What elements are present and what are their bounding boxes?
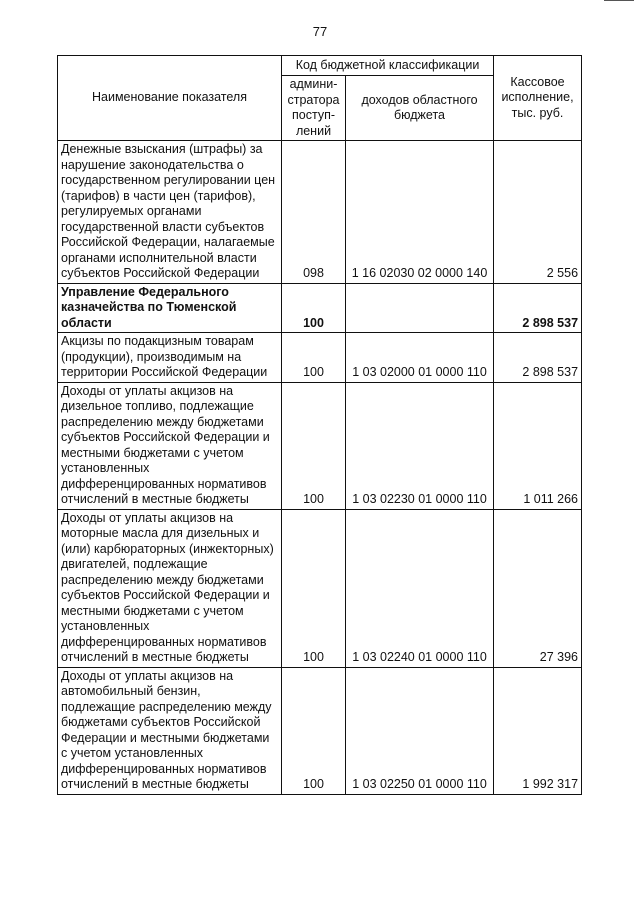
table-row <box>58 509 582 667</box>
row-name: Управление Федерального казначейства по Тюменской области <box>58 283 282 333</box>
row-name: Доходы от уплаты акцизов на моторные масла для дизельных и (или) карбюраторных (инжекторных) двигателей, подлежащие распределению между бюджетами субъектов Российской Федерации и местными бюджетами с учетом установленных дифференцированных нормативов отчислений в местные бюджеты <box>58 509 282 667</box>
header-admin: админи-стратора поступ-лений <box>282 76 346 141</box>
row-admin-code: 100 <box>282 667 346 794</box>
row-income-code: 1 03 02250 01 0000 110 <box>346 667 494 794</box>
corner-line <box>604 0 634 1</box>
row-name: Акцизы по подакцизным товарам (продукции), производимым на территории Российской Федерации <box>58 333 282 383</box>
row-admin-code: 100 <box>282 283 346 333</box>
row-name: Денежные взыскания (штрафы) за нарушение законодательства о государственном регулировании цен (тарифов) в части цен (тарифов), регулируемых органами государственной власти субъектов Российской Федерации, налагаемые органами исполнительной власти субъектов Российской Федерации <box>58 141 282 284</box>
row-admin-code: 100 <box>282 333 346 383</box>
table-row-bold <box>58 283 582 333</box>
row-income-code <box>346 283 494 333</box>
row-amount: 2 898 537 <box>494 333 582 383</box>
header-income: доходов областного бюджета <box>346 76 494 141</box>
table-row <box>58 667 582 794</box>
row-amount: 2 556 <box>494 141 582 284</box>
row-income-code: 1 03 02240 01 0000 110 <box>346 509 494 667</box>
header-budget-code: Код бюджетной классификации <box>282 56 494 76</box>
row-name: Доходы от уплаты акцизов на автомобильный бензин, подлежащие распределению между бюджетами субъектов Российской Федерации и местными бюджетами с учетом установленных дифференцированных нормативов отчислений в местные бюджеты <box>58 667 282 794</box>
budget-table <box>57 55 582 795</box>
header-name: Наименование показателя <box>58 56 282 141</box>
row-admin-code: 100 <box>282 382 346 509</box>
header-amount: Кассовое исполнение, тыс. руб. <box>494 56 582 141</box>
row-admin-code: 098 <box>282 141 346 284</box>
row-amount: 1 011 266 <box>494 382 582 509</box>
table-row <box>58 382 582 509</box>
page-number: 77 <box>312 24 328 39</box>
row-name: Доходы от уплаты акцизов на дизельное топливо, подлежащие распределению между бюджетами субъектов Российской Федерации и местными бюджетами с учетом установленных дифференцированных нормативов отчислений в местные бюджеты <box>58 382 282 509</box>
row-amount: 27 396 <box>494 509 582 667</box>
table-row <box>58 141 582 284</box>
row-admin-code: 100 <box>282 509 346 667</box>
row-income-code: 1 03 02230 01 0000 110 <box>346 382 494 509</box>
header-row-top <box>58 56 582 76</box>
row-income-code: 1 03 02000 01 0000 110 <box>346 333 494 383</box>
row-amount: 2 898 537 <box>494 283 582 333</box>
table-row <box>58 333 582 383</box>
row-income-code: 1 16 02030 02 0000 140 <box>346 141 494 284</box>
row-amount: 1 992 317 <box>494 667 582 794</box>
